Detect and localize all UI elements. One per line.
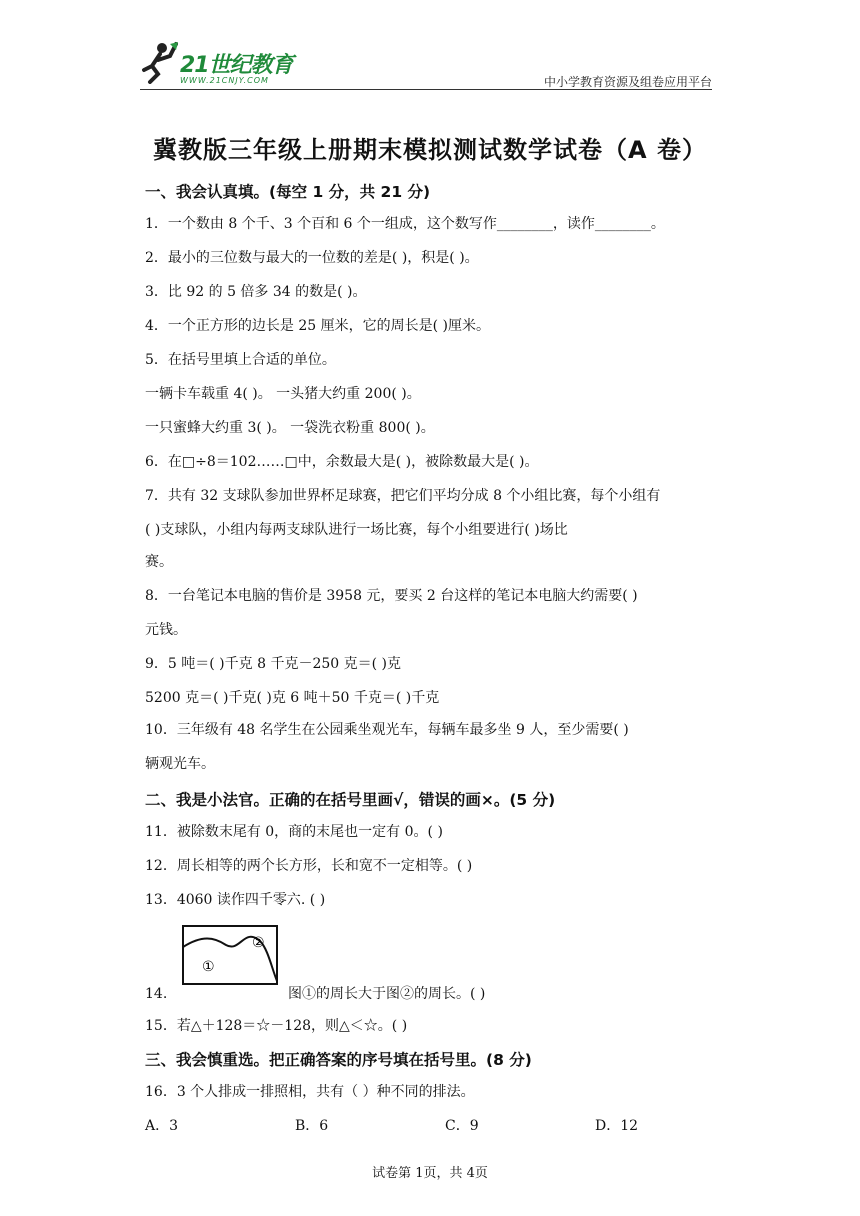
question-7-line-1: 7．共有 32 支球队参加世界杯足球赛，把它们平均分成 8 个小组比赛，每个小组有 xyxy=(145,488,661,504)
question-5-row-1: 一辆卡车载重 4( )。 一头猪大约重 200( )。 xyxy=(145,386,421,402)
logo-text: 21世纪教育 xyxy=(180,53,293,78)
question-1: 1．一个数由 8 个千、3 个百和 6 个一组成，这个数写作________，读作________。 xyxy=(145,216,665,232)
question-11: 11．被除数末尾有 0，商的末尾也一定有 0。( ) xyxy=(145,824,443,840)
logo-url: WWW.21CNJY.COM xyxy=(180,76,269,85)
figure-label-1: ① xyxy=(202,959,215,975)
question-15: 15．若△＋128＝☆－128，则△＜☆。( ) xyxy=(145,1018,408,1034)
question-9-line-2: 5200 克＝( )千克( )克 6 吨＋50 千克＝( )千克 xyxy=(145,690,440,706)
question-4: 4．一个正方形的边长是 25 厘米，它的周长是( )厘米。 xyxy=(145,318,490,334)
question-2: 2．最小的三位数与最大的一位数的差是( )，积是( )。 xyxy=(145,250,479,266)
logo xyxy=(140,40,320,88)
page-footer: 试卷第 1页，共 4页 xyxy=(372,1166,488,1181)
question-10-line-1: 10．三年级有 48 名学生在公园乘坐观光车，每辆车最多坐 9 人，至少需要( ) xyxy=(145,722,629,738)
question-7-line-2: ( )支球队，小组内每两支球队进行一场比赛，每个小组要进行( )场比 xyxy=(145,522,568,538)
question-16: 16．3 个人排成一排照相，共有（ ）种不同的排法。 xyxy=(145,1084,475,1100)
option-d: D．12 xyxy=(595,1118,639,1134)
perimeter-figure xyxy=(182,925,278,985)
question-6: 6．在□÷8＝102……□中，余数最大是( )，被除数最大是( )。 xyxy=(145,454,539,470)
question-14-text: 图①的周长大于图②的周长。( ) xyxy=(288,986,486,1002)
figure-label-2: ② xyxy=(252,935,265,951)
question-14-number: 14. xyxy=(145,986,168,1002)
question-5-row-2: 一只蜜蜂大约重 3( )。 一袋洗衣粉重 800( )。 xyxy=(145,420,435,436)
question-8-line-1: 8．一台笔记本电脑的售价是 3958 元，要买 2 台这样的笔记本电脑大约需要( ) xyxy=(145,588,638,604)
exam-title: 冀教版三年级上册期末模拟测试数学试卷（A 卷） xyxy=(153,136,707,164)
section-heading-2: 二、我是小法官。正确的在括号里画√，错误的画×。(5 分) xyxy=(145,791,556,809)
section-heading-3: 三、我会慎重选。把正确答案的序号填在括号里。(8 分) xyxy=(145,1051,532,1069)
question-10-line-2: 辆观光车。 xyxy=(145,756,215,772)
question-7-line-3: 赛。 xyxy=(145,554,173,570)
option-b: B．6 xyxy=(295,1118,329,1134)
question-13: 13．4060 读作四千零六. ( ) xyxy=(145,892,326,908)
question-12: 12．周长相等的两个长方形，长和宽不一定相等。( ) xyxy=(145,858,473,874)
header-divider xyxy=(140,89,712,90)
option-c: C．9 xyxy=(445,1118,479,1134)
option-a: A．3 xyxy=(145,1118,179,1134)
question-9-line-1: 9．5 吨＝( )千克 8 千克－250 克＝( )克 xyxy=(145,656,401,672)
question-3: 3．比 92 的 5 倍多 34 的数是( )。 xyxy=(145,284,367,300)
page-header xyxy=(140,40,712,90)
runner-icon xyxy=(140,40,180,84)
platform-label: 中小学教育资源及组卷应用平台 xyxy=(543,75,712,89)
question-5: 5．在括号里填上合适的单位。 xyxy=(145,352,336,368)
question-8-line-2: 元钱。 xyxy=(145,622,187,638)
section-heading-1: 一、我会认真填。(每空 1 分，共 21 分) xyxy=(145,183,431,201)
